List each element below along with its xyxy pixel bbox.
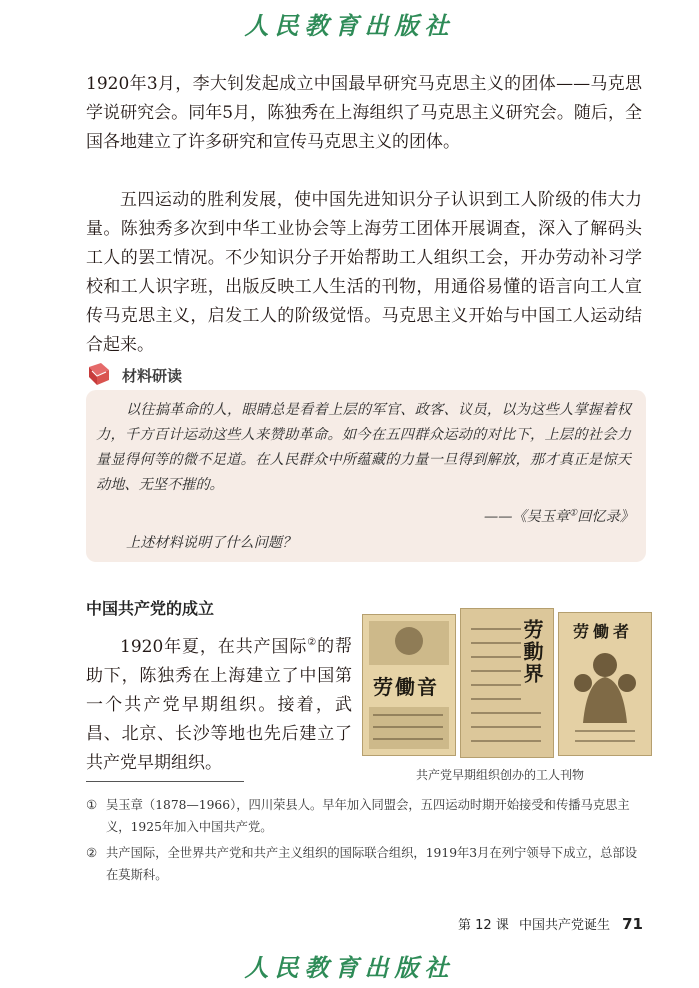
newspaper-masthead: 劳働者 xyxy=(573,622,634,641)
newspaper-image xyxy=(558,612,652,756)
paragraph-text-before-ref: 1920年夏，在共产国际 xyxy=(120,636,308,657)
paragraph-text: 1920年3月，李大钊发起成立中国最早研究马克思主义的团体——马克思学说研究会。同年5月，陈独秀在上海组织了马克思主义研究会。随后，全国各地建立了许多研究和宣传马克思主义的团体。 xyxy=(86,74,642,152)
body-paragraph-1 xyxy=(86,70,642,157)
page-number: 71 xyxy=(622,915,643,933)
photo-caption: 共产党早期组织创办的工人刊物 xyxy=(416,768,585,782)
source-suffix: 回忆录》 xyxy=(577,509,634,525)
material-reading-title: 材料研读 xyxy=(122,367,183,385)
paragraph-text: 五四运动的胜利发展，使中国先进知识分子认识到工人阶级的伟大力量。陈独秀多次到中华工业协会等上海劳工团体开展调查，深入了解码头工人的罢工情况。不少知识分子开始帮助工人组织工会，开办劳动补习学校和工人识字班，出版反映工人生活的刊物，用通俗易懂的语言向工人宣传马克思主义，启发工人的阶级觉悟。马克思主义开始与中国工人运动结合起来。 xyxy=(86,190,642,355)
newspaper-image xyxy=(460,608,554,758)
footnote-ref: ① xyxy=(569,508,578,519)
material-question: 上述材料说明了什么问题？ xyxy=(126,535,297,551)
footnote-1 xyxy=(86,794,646,838)
body-paragraph-2 xyxy=(86,186,642,360)
section-title: 中国共产党的成立 xyxy=(86,599,215,618)
footnote-text: 共产国际，全世界共产党和共产主义组织的国际联合组织，1919年3月在列宁领导下成立，总部设在莫斯科。 xyxy=(106,846,637,882)
footnote-ref: ② xyxy=(307,637,318,648)
lesson-number: 第 12 课 xyxy=(458,918,509,933)
footnote-mark: ① xyxy=(86,798,98,812)
material-source xyxy=(484,506,634,526)
material-quote-text: 以往搞革命的人，眼睛总是看着上层的军官、政客、议员，以为这些人掌握着权力，千方百计运动这些人来赞助革命。如今在五四群众运动的对比下，上层的社会力量显得何等的微不足道。在人民群众中所蕴藏的力量一旦得到解放，那才真正是惊天动地、无坚不摧的。 xyxy=(96,402,631,493)
publisher-footer: 人民教育出版社 xyxy=(244,953,455,982)
footnote-text: 吴玉章（1878—1966），四川荣县人。早年加入同盟会，五四运动时期开始接受和传播马克思主义，1925年加入中国共产党。 xyxy=(106,798,630,834)
book-icon xyxy=(86,362,112,386)
footnote-divider xyxy=(86,781,244,782)
material-quote xyxy=(96,398,631,498)
newspaper-image xyxy=(362,614,456,756)
newspaper-photos xyxy=(362,608,652,758)
newspaper-masthead: 劳働音 xyxy=(373,675,439,699)
source-prefix: ——《吴玉章 xyxy=(484,509,570,525)
newspaper-masthead: 劳動界 xyxy=(520,619,544,685)
paragraph-text-after-ref: 的帮助下，陈独秀在上海建立了中国第一个共产党早期组织。接着，武昌、北京、长沙等地也先后建立了共产党早期组织。 xyxy=(86,636,353,773)
page-footer xyxy=(458,914,643,933)
footnote-2 xyxy=(86,842,646,886)
publisher-header: 人民教育出版社 xyxy=(244,11,455,40)
section-paragraph xyxy=(86,628,352,778)
material-reading-box xyxy=(86,390,646,562)
lesson-title: 中国共产党诞生 xyxy=(518,918,610,933)
footnote-mark: ② xyxy=(86,846,98,860)
